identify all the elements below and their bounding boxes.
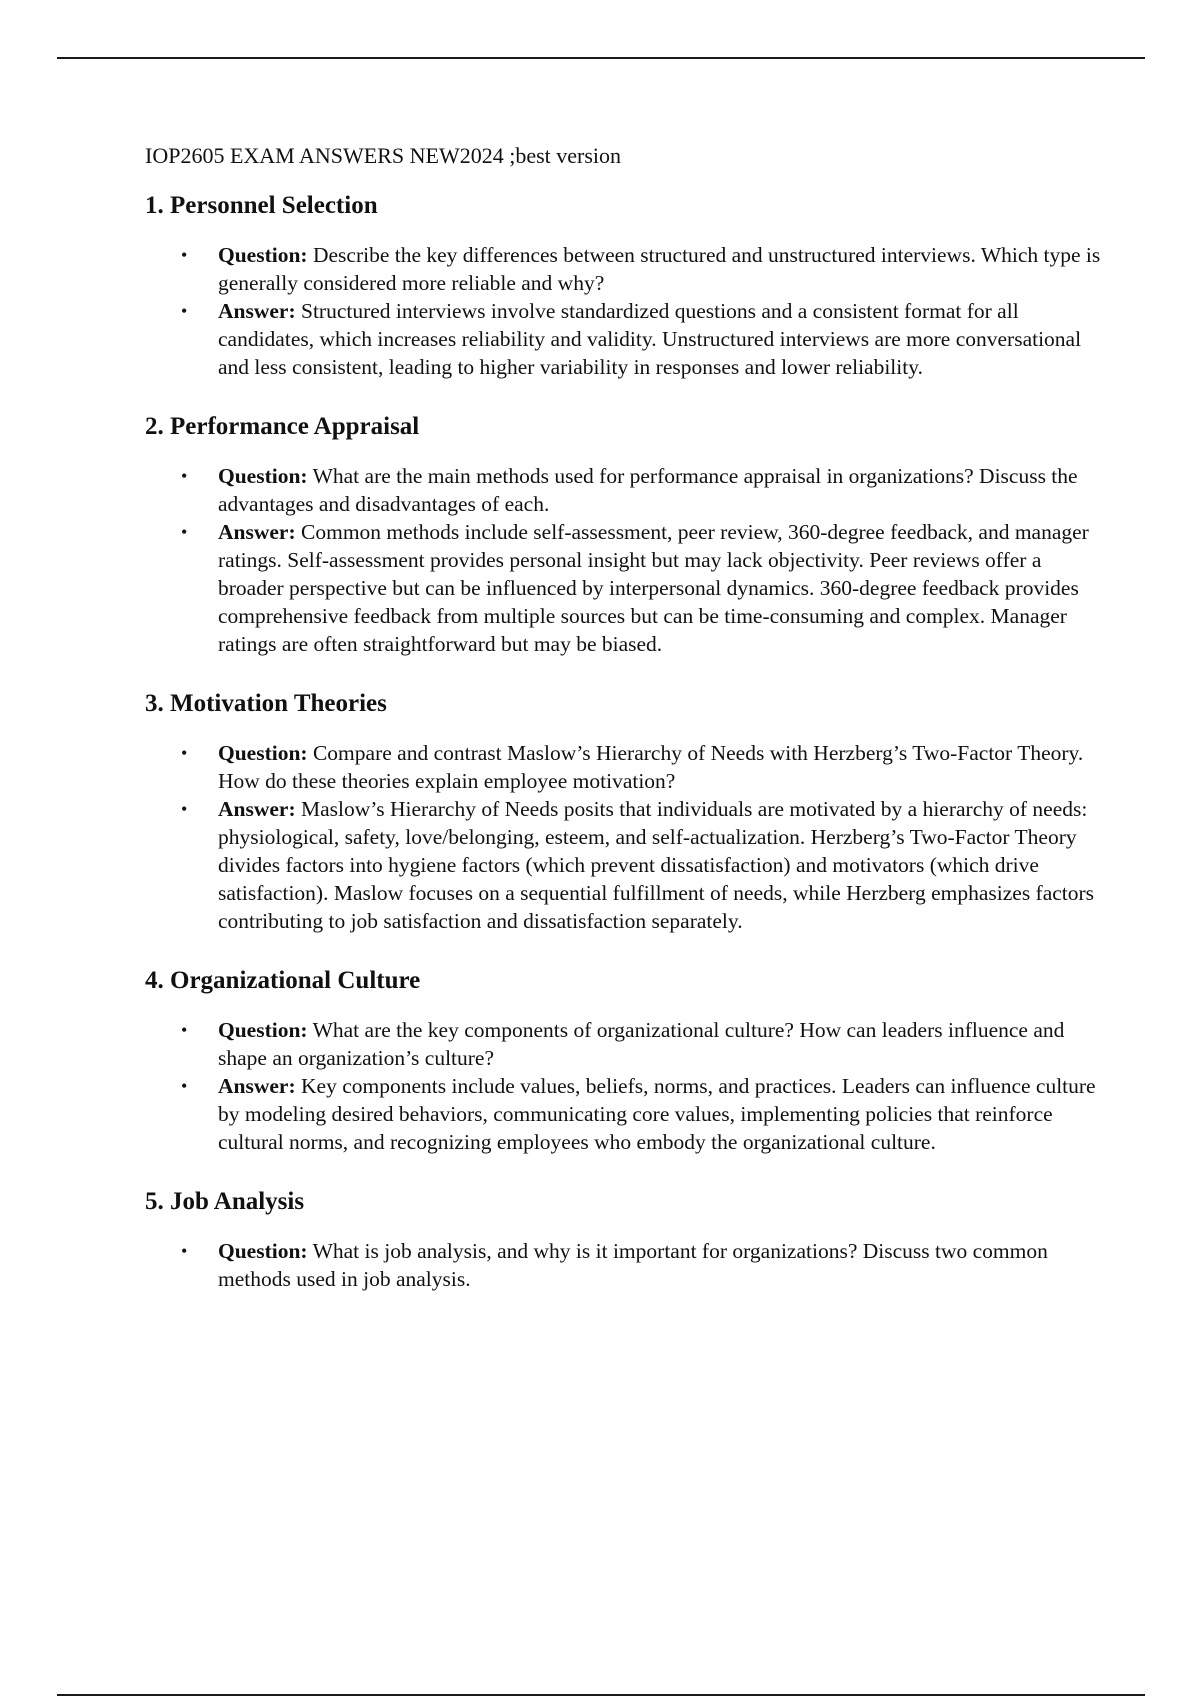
answer-text: Structured interviews involve standardized questions and a consistent format for all candidates, which increases reliability and validity. Unstructured interviews are more conversational and less consistent, leading to higher variability in responses and lower reliability.	[218, 299, 1082, 379]
question-item	[145, 1016, 1105, 1072]
bullet-icon: •	[181, 301, 188, 321]
answer-item	[145, 518, 1105, 658]
section-heading: 3. Motivation Theories	[145, 690, 387, 717]
bullet-icon: •	[181, 799, 188, 819]
answer-label: Answer:	[218, 1074, 296, 1098]
document-body	[145, 142, 1105, 1322]
question-item	[145, 739, 1105, 795]
question-text: What are the main methods used for performance appraisal in organizations? Discuss the advantages and disadvantages of each.	[218, 464, 1078, 516]
question-label: Question:	[218, 243, 308, 267]
question-text: Describe the key differences between structured and unstructured interviews. Which type is generally considered more reliable and why?	[218, 243, 1101, 295]
section-heading: 4. Organizational Culture	[145, 967, 421, 994]
answer-item	[145, 1072, 1105, 1156]
document-title: IOP2605 EXAM ANSWERS NEW2024 ;best version	[145, 143, 622, 168]
answer-text: Maslow’s Hierarchy of Needs posits that individuals are motivated by a hierarchy of needs: physiological, safety, love/belonging, esteem, and self-actualization. Herzberg’s Two-Factor Theory divides factors into hygiene factors (which prevent dissatisfaction) and motivators (which drive satisfaction). Maslow focuses on a sequential fulfillment of needs, while Herzberg emphasizes factors contributing to job satisfaction and dissatisfaction separately.	[218, 797, 1095, 933]
question-label: Question:	[218, 1239, 308, 1263]
qa-list	[145, 1016, 1105, 1156]
question-item	[145, 462, 1105, 518]
section-heading: 1. Personnel Selection	[145, 192, 378, 219]
question-text: What are the key components of organizational culture? How can leaders influence and shape an organization’s culture?	[218, 1018, 1065, 1070]
section-performance-appraisal	[145, 410, 1105, 658]
question-item	[145, 1237, 1105, 1293]
question-label: Question:	[218, 741, 308, 765]
answer-item	[145, 297, 1105, 381]
question-text: Compare and contrast Maslow’s Hierarchy of Needs with Herzberg’s Two-Factor Theory. How do these theories explain employee motivation?	[218, 741, 1084, 793]
answer-item	[145, 795, 1105, 935]
qa-list	[145, 739, 1105, 935]
bullet-icon: •	[181, 743, 188, 763]
bullet-icon: •	[181, 466, 188, 486]
bullet-icon: •	[181, 522, 188, 542]
answer-label: Answer:	[218, 797, 296, 821]
bullet-icon: •	[181, 245, 188, 265]
top-rule	[57, 57, 1145, 59]
bullet-icon: •	[181, 1241, 188, 1261]
qa-list	[145, 462, 1105, 658]
bullet-icon: •	[181, 1020, 188, 1040]
section-motivation-theories	[145, 687, 1105, 935]
section-heading: 5. Job Analysis	[145, 1188, 305, 1215]
question-label: Question:	[218, 1018, 308, 1042]
section-personnel-selection	[145, 189, 1105, 381]
question-label: Question:	[218, 464, 308, 488]
answer-text: Common methods include self-assessment, peer review, 360-degree feedback, and manager ratings. Self-assessment provides personal insight but may lack objectivity. Peer reviews offer a broader perspective but can be influenced by interpersonal dynamics. 360-degree feedback provides comprehensive feedback from multiple sources but can be time-consuming and complex. Manager ratings are often straightforward but may be biased.	[218, 520, 1089, 656]
answer-label: Answer:	[218, 520, 296, 544]
qa-list	[145, 241, 1105, 381]
bottom-rule	[57, 1694, 1145, 1696]
question-text: What is job analysis, and why is it important for organizations? Discuss two common methods used in job analysis.	[218, 1239, 1048, 1291]
section-heading: 2. Performance Appraisal	[145, 413, 420, 440]
qa-list	[145, 1237, 1105, 1293]
section-organizational-culture	[145, 964, 1105, 1156]
question-item	[145, 241, 1105, 297]
answer-text: Key components include values, beliefs, norms, and practices. Leaders can influence culture by modeling desired behaviors, communicating core values, implementing policies that reinforce cultural norms, and recognizing employees who embody the organizational culture.	[218, 1074, 1096, 1154]
answer-label: Answer:	[218, 299, 296, 323]
bullet-icon: •	[181, 1076, 188, 1096]
section-job-analysis	[145, 1185, 1105, 1293]
